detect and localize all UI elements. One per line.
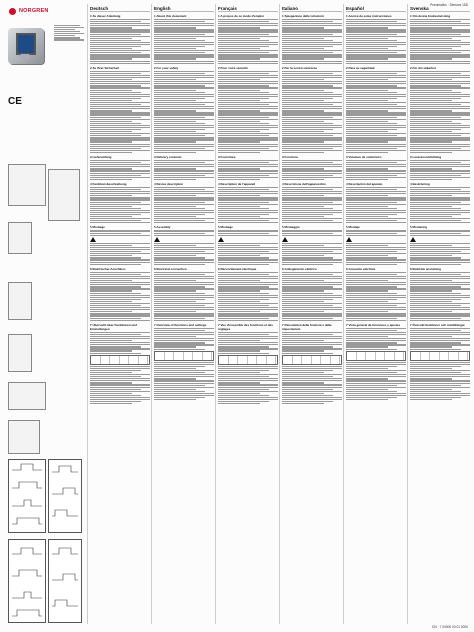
section-body-text (346, 71, 406, 153)
section-body-text (282, 71, 342, 153)
section-heading: 4 Descrizione dell'apparecchio (282, 181, 326, 186)
section-heading: 7 Overview of functions and settings (154, 322, 207, 327)
section-heading: 2 Per la vostra sicurezza (282, 65, 317, 70)
section-heading: 1 Spiegazione delle istruzioni (282, 14, 324, 18)
switching-chart-2 (48, 459, 82, 533)
section-heading: 7 Panoramica delle funzioni e delle impostazioni (282, 322, 332, 331)
section-body-text (282, 160, 342, 180)
ce-mark: CE (8, 96, 22, 107)
section-body-text (218, 272, 278, 321)
section-body-text (282, 272, 342, 321)
settings-table (410, 351, 470, 361)
section-body-text (90, 71, 150, 153)
section-heading: 3 Fornitura (282, 155, 298, 160)
section-body-text (218, 160, 278, 180)
section-body-text (282, 19, 342, 64)
brand-name: NORGREN (19, 8, 49, 14)
switching-chart-1-lines (9, 460, 45, 532)
section-body-text (90, 19, 150, 64)
section-heading: 7 Översikt funktioner och inställningar (410, 322, 465, 327)
device-connector (20, 54, 30, 59)
section-heading: 5 Montage (90, 225, 105, 230)
warning-icon (410, 237, 470, 242)
section-heading: 5 Montering (410, 225, 427, 230)
section-body-text (154, 71, 214, 153)
warning-icon (90, 237, 150, 242)
section-body-text (154, 187, 214, 224)
section-body-text (410, 19, 470, 64)
switching-chart-3-lines (9, 540, 45, 622)
mounting-figure-3 (8, 334, 32, 372)
language-heading: Español (346, 4, 406, 12)
section-heading: 3 Leveransomfattning (410, 155, 442, 160)
device-display (16, 33, 36, 55)
section-heading: 5 Montaggio (282, 225, 300, 230)
section-heading: 7 Übersicht über Funktionen und Einstellungen (90, 322, 138, 331)
section-heading: 4 Device description (154, 181, 184, 186)
section-heading: 2 Zu Ihrer Sicherheit (90, 65, 120, 70)
settings-table (282, 355, 342, 365)
column-separator (215, 4, 216, 624)
header-right-text: Pneumatics · Sensors 18D (430, 3, 468, 7)
section-heading: 3 Delivery contents (154, 155, 182, 160)
settings-table (218, 355, 278, 365)
intro-text-block (54, 24, 84, 42)
section-heading: 5 Montage (218, 225, 233, 230)
section-heading: 6 Collegamento elettrico (282, 266, 317, 271)
product-column (4, 4, 84, 626)
section-heading: 2 For your safety (154, 65, 179, 70)
settings-table (346, 351, 406, 361)
section-heading: 6 Elektrischer Anschluss (90, 266, 126, 271)
section-heading: 6 Elektrisk anslutning (410, 266, 442, 271)
column-separator (407, 4, 408, 624)
section-body-text (410, 71, 470, 153)
section-body-text (346, 160, 406, 180)
section-body-text (154, 272, 214, 321)
warning-icon (282, 237, 342, 242)
section-body-text (346, 187, 406, 224)
language-column (154, 4, 214, 624)
section-heading: 1 Om denna bruksanvisning (410, 14, 451, 18)
section-body-text (218, 19, 278, 64)
section-body-text (410, 230, 470, 264)
section-body-text (218, 332, 278, 405)
section-heading: 2 För din säkerhet (410, 65, 436, 70)
section-heading: 1 A propos de ce mode d'emploi (218, 14, 264, 18)
language-column (282, 4, 342, 624)
section-heading: 6 Conexión eléctrica (346, 266, 376, 271)
section-body-text (90, 272, 150, 321)
language-column (218, 4, 278, 624)
brand-logo (9, 7, 49, 15)
section-body-text (154, 230, 214, 264)
column-separator (87, 4, 88, 624)
section-heading: 3 Fourniture (218, 155, 236, 160)
section-heading: 3 Lieferumfang (90, 155, 112, 160)
section-body-text (218, 230, 278, 264)
section-body-text (410, 272, 470, 321)
section-heading: 5 Montaje (346, 225, 360, 230)
switching-chart-4-lines (49, 540, 81, 622)
section-body-text (154, 328, 214, 401)
section-heading: 4 Description de l'appareil (218, 181, 256, 186)
language-column (90, 4, 150, 624)
mounting-figure-2 (8, 282, 32, 320)
section-body-text (410, 328, 470, 401)
section-heading: 6 Electrical connection (154, 266, 187, 271)
footer-right-text: EN · 7 00000 00 01 0000 (432, 625, 468, 629)
section-heading: 4 Descripción del aparato (346, 181, 383, 186)
bracket-figure (8, 382, 46, 410)
language-heading: Svenska (410, 4, 470, 12)
section-heading: 2 Para su seguridad (346, 65, 375, 70)
section-body-text (346, 272, 406, 321)
switching-chart-2-lines (49, 460, 81, 532)
settings-table (154, 351, 214, 361)
section-heading: 6 Raccordement électrique (218, 266, 257, 271)
section-heading: 3 Volumen de suministro (346, 155, 382, 160)
section-heading: 1 About this document (154, 14, 187, 18)
section-heading: 4 Beskrivning (410, 181, 430, 186)
switching-chart-3 (8, 539, 46, 623)
settings-table (90, 355, 150, 365)
language-column (346, 4, 406, 624)
dimension-figure (8, 164, 46, 206)
language-heading: English (154, 4, 214, 12)
warning-icon (346, 237, 406, 242)
switching-chart-4 (48, 539, 82, 623)
section-body-text (90, 230, 150, 264)
switching-chart-1 (8, 459, 46, 533)
section-body-text (90, 160, 150, 180)
product-photo (8, 28, 44, 64)
section-body-text (154, 160, 214, 180)
section-heading: 7 Vista general de funciones y ajustes (346, 322, 401, 327)
connector-figure (8, 420, 40, 454)
language-heading: Deutsch (90, 4, 150, 12)
section-body-text (346, 230, 406, 264)
section-body-text (282, 230, 342, 264)
section-body-text (346, 19, 406, 64)
section-heading: 5 Assembly (154, 225, 171, 230)
display-figure (48, 169, 80, 221)
warning-icon (218, 237, 278, 242)
warning-icon (154, 237, 214, 242)
section-body-text (154, 19, 214, 64)
section-body-text (346, 328, 406, 401)
column-separator (151, 4, 152, 624)
section-heading: 1 Zu dieser Anleitung (90, 14, 121, 18)
language-heading: Italiano (282, 4, 342, 12)
section-body-text (90, 187, 150, 224)
section-body-text (410, 187, 470, 224)
brand-mark-icon (9, 8, 16, 15)
section-body-text (218, 187, 278, 224)
section-heading: 4 Funktionsbeschreibung (90, 181, 127, 186)
language-column (410, 4, 470, 624)
language-heading: Français (218, 4, 278, 12)
section-heading: 2 Pour votre sécurité (218, 65, 248, 70)
mounting-figure-1 (8, 222, 32, 254)
column-separator (279, 4, 280, 624)
section-body-text (282, 332, 342, 405)
section-body-text (282, 187, 342, 224)
section-body-text (218, 71, 278, 153)
section-body-text (90, 332, 150, 405)
section-body-text (410, 160, 470, 180)
section-heading: 1 Acerca de estas instrucciones (346, 14, 392, 18)
section-heading: 7 Vue d'ensemble des fonctions et des réglages (218, 322, 273, 331)
column-separator (343, 4, 344, 624)
